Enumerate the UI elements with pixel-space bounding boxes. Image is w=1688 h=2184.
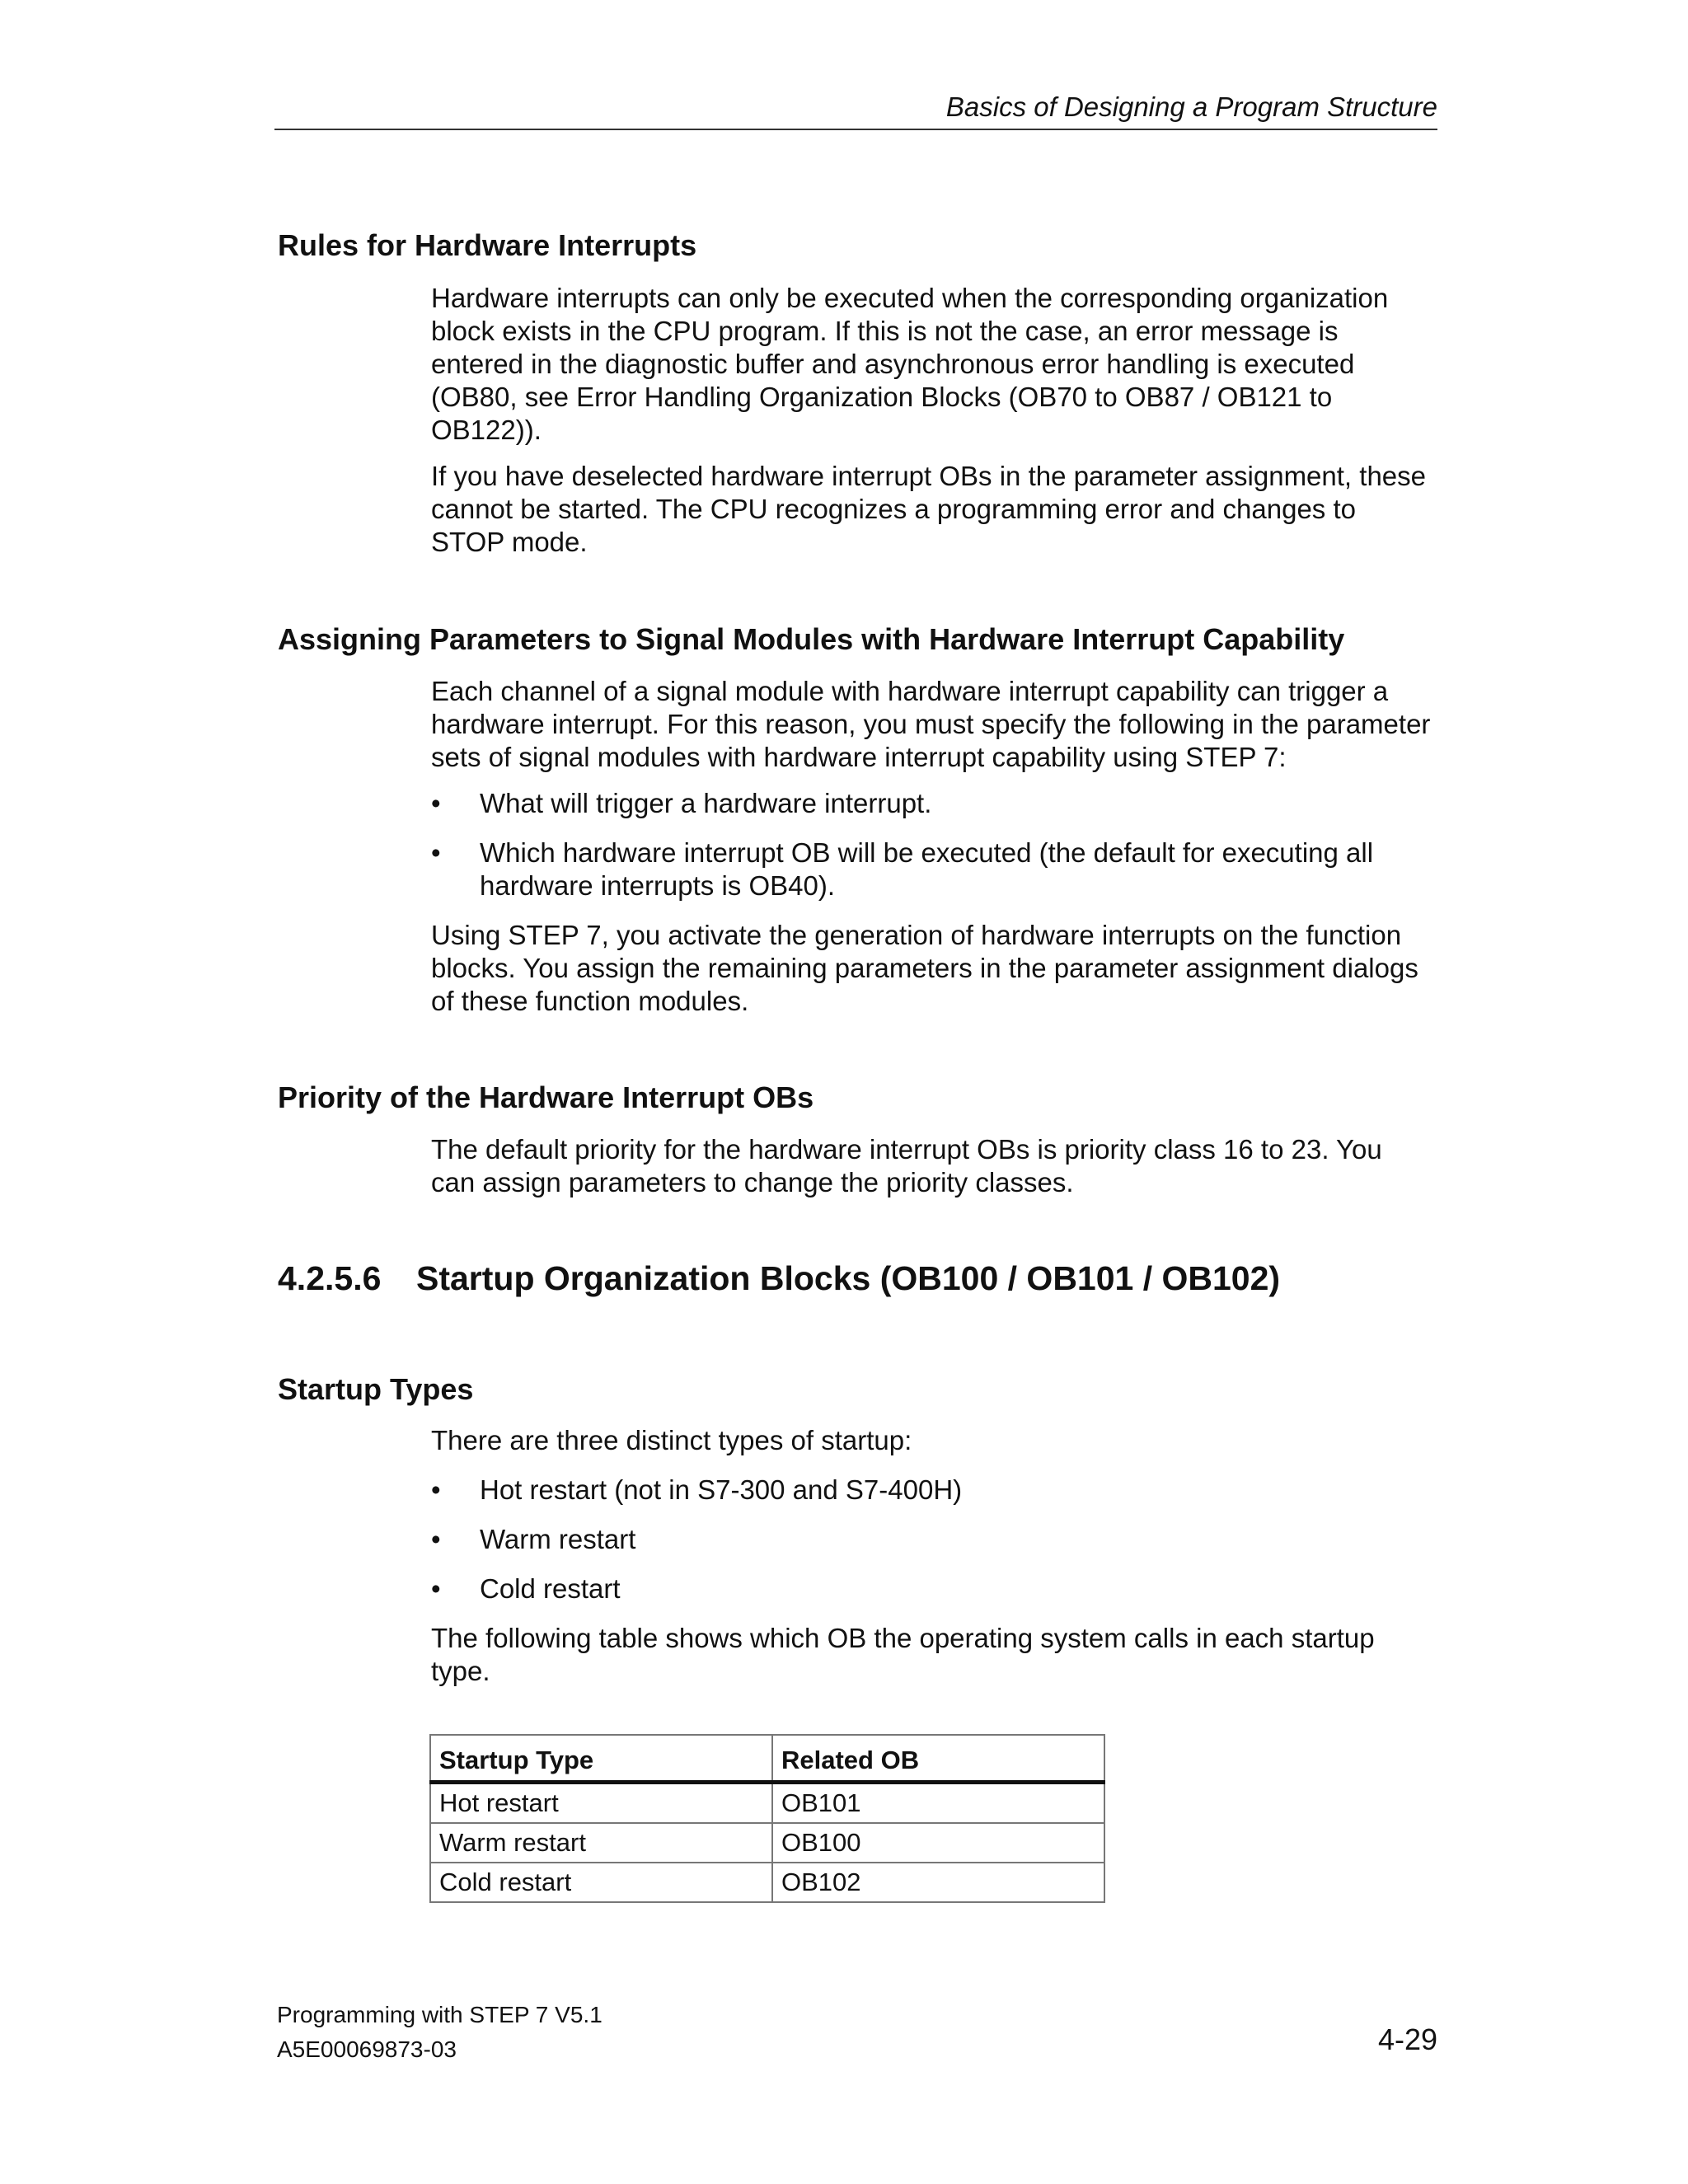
list-item-text: Hot restart (not in S7-300 and S7-400H) — [480, 1474, 963, 1505]
header-rule — [274, 129, 1437, 130]
paragraph-rules-1 — [431, 282, 1441, 447]
text-line: Hardware interrupts can only be executed when the corresponding organization — [431, 283, 1389, 313]
table-header-cell: Startup Type — [430, 1735, 772, 1783]
text-line: Which hardware interrupt OB will be executed (the default for executing all — [480, 837, 1374, 868]
text-line: entered in the diagnostic buffer and asynchronous error handling is executed — [431, 349, 1355, 379]
text-line: of these function modules. — [431, 986, 749, 1016]
text-line: The default priority for the hardware interrupt OBs is priority class 16 to 23. You — [431, 1134, 1382, 1165]
table-cell: Warm restart — [430, 1823, 772, 1863]
paragraph-assigning-1 — [431, 675, 1441, 774]
list-item-text: Cold restart — [480, 1573, 621, 1604]
list-item-text: Warm restart — [480, 1524, 636, 1554]
table-header-cell: Related OB — [772, 1735, 1104, 1783]
section-heading-startup-types: Startup Types — [278, 1372, 474, 1406]
paragraph-startup-outro — [431, 1622, 1441, 1688]
running-header: Basics of Designing a Program Structure — [945, 91, 1437, 122]
section-heading-assigning: Assigning Parameters to Signal Modules with Hardware Interrupt Capability — [278, 622, 1345, 656]
text-line: hardware interrupt. For this reason, you must specify the following in the parameter — [431, 709, 1431, 739]
chapter-heading — [278, 1258, 1280, 1299]
footer-document-id: A5E00069873-03 — [277, 2036, 457, 2062]
footer-manual-title: Programming with STEP 7 V5.1 — [277, 2002, 603, 2027]
table-row — [430, 1863, 1104, 1902]
text-line: Using STEP 7, you activate the generation of hardware interrupts on the function — [431, 920, 1402, 950]
text-line: The following table shows which OB the operating system calls in each startup — [431, 1623, 1375, 1653]
text-line: block exists in the CPU program. If this is not the case, an error message is — [431, 316, 1339, 346]
text-line: OB122)). — [431, 415, 542, 445]
text-line: hardware interrupts is OB40). — [480, 870, 836, 901]
bullet-icon: • — [431, 837, 441, 868]
chapter-title: Startup Organization Blocks (OB100 / OB101 / OB102) — [416, 1259, 1281, 1297]
text-line: Each channel of a signal module with hardware interrupt capability can trigger a — [431, 676, 1389, 706]
section-heading-priority: Priority of the Hardware Interrupt OBs — [278, 1080, 814, 1114]
footer-left — [277, 1998, 603, 2067]
table-cell: OB100 — [772, 1823, 1104, 1863]
startup-ob-table — [429, 1734, 1105, 1903]
table-row — [430, 1823, 1104, 1863]
chapter-number: 4.2.5.6 — [278, 1259, 382, 1297]
table-row — [430, 1783, 1104, 1824]
text-line: blocks. You assign the remaining parameters in the parameter assignment dialogs — [431, 953, 1418, 983]
text-line: STOP mode. — [431, 527, 588, 557]
text-line: sets of signal modules with hardware interrupt capability using STEP 7: — [431, 742, 1287, 772]
list-item-text: What will trigger a hardware interrupt. — [480, 788, 932, 818]
section-heading-rules: Rules for Hardware Interrupts — [278, 228, 697, 262]
list-item — [431, 787, 1441, 820]
page-number: 4-29 — [1377, 2022, 1437, 2056]
paragraph-assigning-2 — [431, 919, 1441, 1018]
table-cell: Hot restart — [430, 1783, 772, 1824]
table-cell: OB101 — [772, 1783, 1104, 1824]
bullet-icon: • — [431, 1524, 441, 1554]
text-line: type. — [431, 1656, 490, 1686]
bullet-icon: • — [431, 788, 441, 818]
list-item — [431, 1572, 1441, 1605]
paragraph-rules-2 — [431, 460, 1441, 559]
text-line: (OB80, see Error Handling Organization Blocks (OB70 to OB87 / OB121 to — [431, 382, 1333, 412]
table-cell: OB102 — [772, 1863, 1104, 1902]
list-item — [431, 1523, 1441, 1556]
bullet-icon: • — [431, 1474, 441, 1505]
list-item-text — [480, 837, 1441, 902]
paragraph-startup-intro: There are three distinct types of startup: — [431, 1425, 912, 1455]
list-item — [431, 1474, 1441, 1507]
table-header-row — [430, 1735, 1104, 1783]
text-line: can assign parameters to change the priority classes. — [431, 1167, 1074, 1197]
text-line: cannot be started. The CPU recognizes a programming error and changes to — [431, 494, 1356, 524]
bullet-icon: • — [431, 1573, 441, 1604]
table-cell: Cold restart — [430, 1863, 772, 1902]
list-item — [431, 837, 1441, 902]
text-line: If you have deselected hardware interrupt OBs in the parameter assignment, these — [431, 461, 1426, 491]
paragraph-priority — [431, 1133, 1441, 1199]
